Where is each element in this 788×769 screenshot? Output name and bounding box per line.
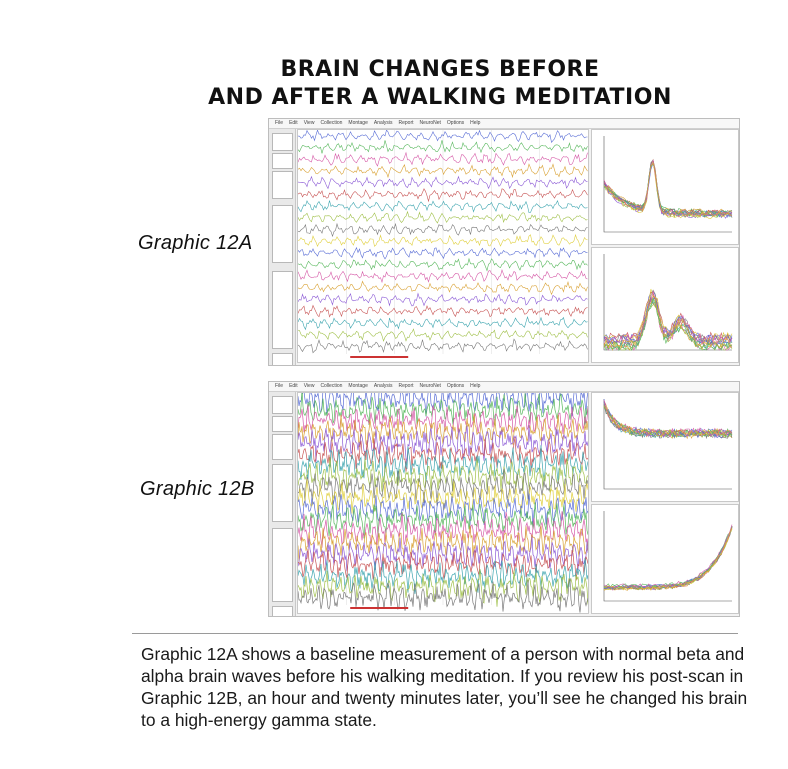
eeg-traces — [298, 130, 588, 362]
spectrum-curve — [604, 301, 732, 350]
menu-item[interactable]: Analysis — [373, 383, 393, 389]
montage-box — [272, 171, 293, 199]
spectrum-curve — [604, 527, 732, 590]
graphic-12a-eeg-screenshot — [268, 118, 740, 366]
channel-list — [272, 205, 293, 263]
graphic-12a-label: Graphic 12A — [138, 232, 253, 254]
eeg-trace-panel — [297, 129, 589, 363]
spectrum-curve — [604, 529, 732, 590]
channel-list — [272, 464, 293, 522]
spectrum-axes — [604, 399, 732, 489]
montage-box — [272, 434, 293, 460]
page-title — [160, 56, 720, 112]
control-panel — [269, 129, 296, 365]
spectrum-curve — [604, 526, 732, 589]
spectrum-plot-bottom — [591, 247, 739, 363]
spectrum-curve — [604, 527, 732, 589]
menu-item[interactable]: Report — [398, 383, 414, 389]
spectrum-plot-top — [591, 392, 739, 502]
spectrum-curve — [604, 162, 732, 216]
spectrum-curves — [592, 130, 738, 244]
spectrum-plot-top — [591, 129, 739, 245]
spectrum-curve — [604, 161, 732, 215]
spectrum-curve — [604, 526, 732, 587]
menu-item[interactable]: Edit — [289, 383, 298, 389]
spectrum-curve — [604, 299, 732, 350]
menu-item[interactable]: Options — [446, 383, 465, 389]
menu-item[interactable]: NeuroNet — [419, 120, 441, 126]
menu-item[interactable]: Collection — [320, 383, 343, 389]
control-panel — [269, 392, 296, 616]
app-menubar — [269, 382, 739, 392]
time-box — [272, 416, 293, 432]
eeg-trace-panel — [297, 392, 589, 614]
title-line-2: AND AFTER A WALKING MEDITATION — [208, 85, 672, 110]
menu-item[interactable]: File — [275, 120, 284, 126]
scale-box — [272, 396, 293, 414]
spectrum-curve — [604, 526, 732, 589]
app-menubar — [269, 119, 739, 129]
time-cursor-bar — [350, 607, 408, 609]
filter-list — [272, 528, 293, 602]
menu-item[interactable]: Montage — [348, 383, 368, 389]
graphic-12b-eeg-screenshot — [268, 381, 740, 617]
menu-item[interactable]: NeuroNet — [419, 383, 441, 389]
spectrum-curves — [592, 393, 738, 501]
menu-item[interactable]: Options — [446, 120, 465, 126]
eeg-traces — [298, 393, 588, 613]
caption-text: Graphic 12A shows a baseline measurement of a person with normal beta and alpha brain waves before his walking meditation. If you review his post-scan in Graphic 12B, an hour and twenty minutes later, you’ll see he changed his brain to a high-energy gamma state. — [141, 644, 748, 730]
spectrum-curve — [604, 525, 732, 588]
menu-item[interactable]: File — [275, 383, 284, 389]
menu-item[interactable]: Collection — [320, 120, 343, 126]
menu-item[interactable]: View — [303, 383, 315, 389]
caption-divider — [132, 633, 738, 634]
graphic-12b-label: Graphic 12B — [140, 478, 255, 500]
menu-item[interactable]: Help — [470, 120, 481, 126]
spectrum-curve — [604, 527, 732, 591]
spectrum-curve — [604, 528, 732, 589]
spectrum-curves — [592, 248, 738, 362]
spectrum-curve — [604, 160, 732, 215]
time-box — [272, 153, 293, 169]
time-cursor-bar — [350, 356, 408, 358]
spectrum-curve — [604, 527, 732, 589]
menu-item[interactable]: Montage — [348, 120, 368, 126]
spectrum-curve — [604, 160, 732, 216]
spectrum-curve — [604, 528, 732, 590]
scale-box — [272, 133, 293, 151]
display-time-box — [272, 606, 293, 617]
menu-item[interactable]: Analysis — [373, 120, 393, 126]
menu-item[interactable]: Help — [470, 383, 481, 389]
spectrum-plot-bottom — [591, 504, 739, 614]
spectrum-curve — [604, 160, 732, 218]
filter-list — [272, 271, 293, 349]
spectrum-axes — [604, 136, 732, 232]
display-time-box — [272, 353, 293, 366]
menu-item[interactable]: Report — [398, 120, 414, 126]
menu-item[interactable]: Edit — [289, 120, 298, 126]
menu-item[interactable]: View — [303, 120, 315, 126]
title-line-1: BRAIN CHANGES BEFORE — [280, 57, 600, 82]
spectrum-curves — [592, 505, 738, 613]
spectrum-curve — [604, 529, 732, 590]
spectrum-curve — [604, 526, 732, 589]
spectrum-curve — [604, 161, 732, 216]
spectrum-curve — [604, 527, 732, 590]
spectrum-curve — [604, 160, 732, 216]
